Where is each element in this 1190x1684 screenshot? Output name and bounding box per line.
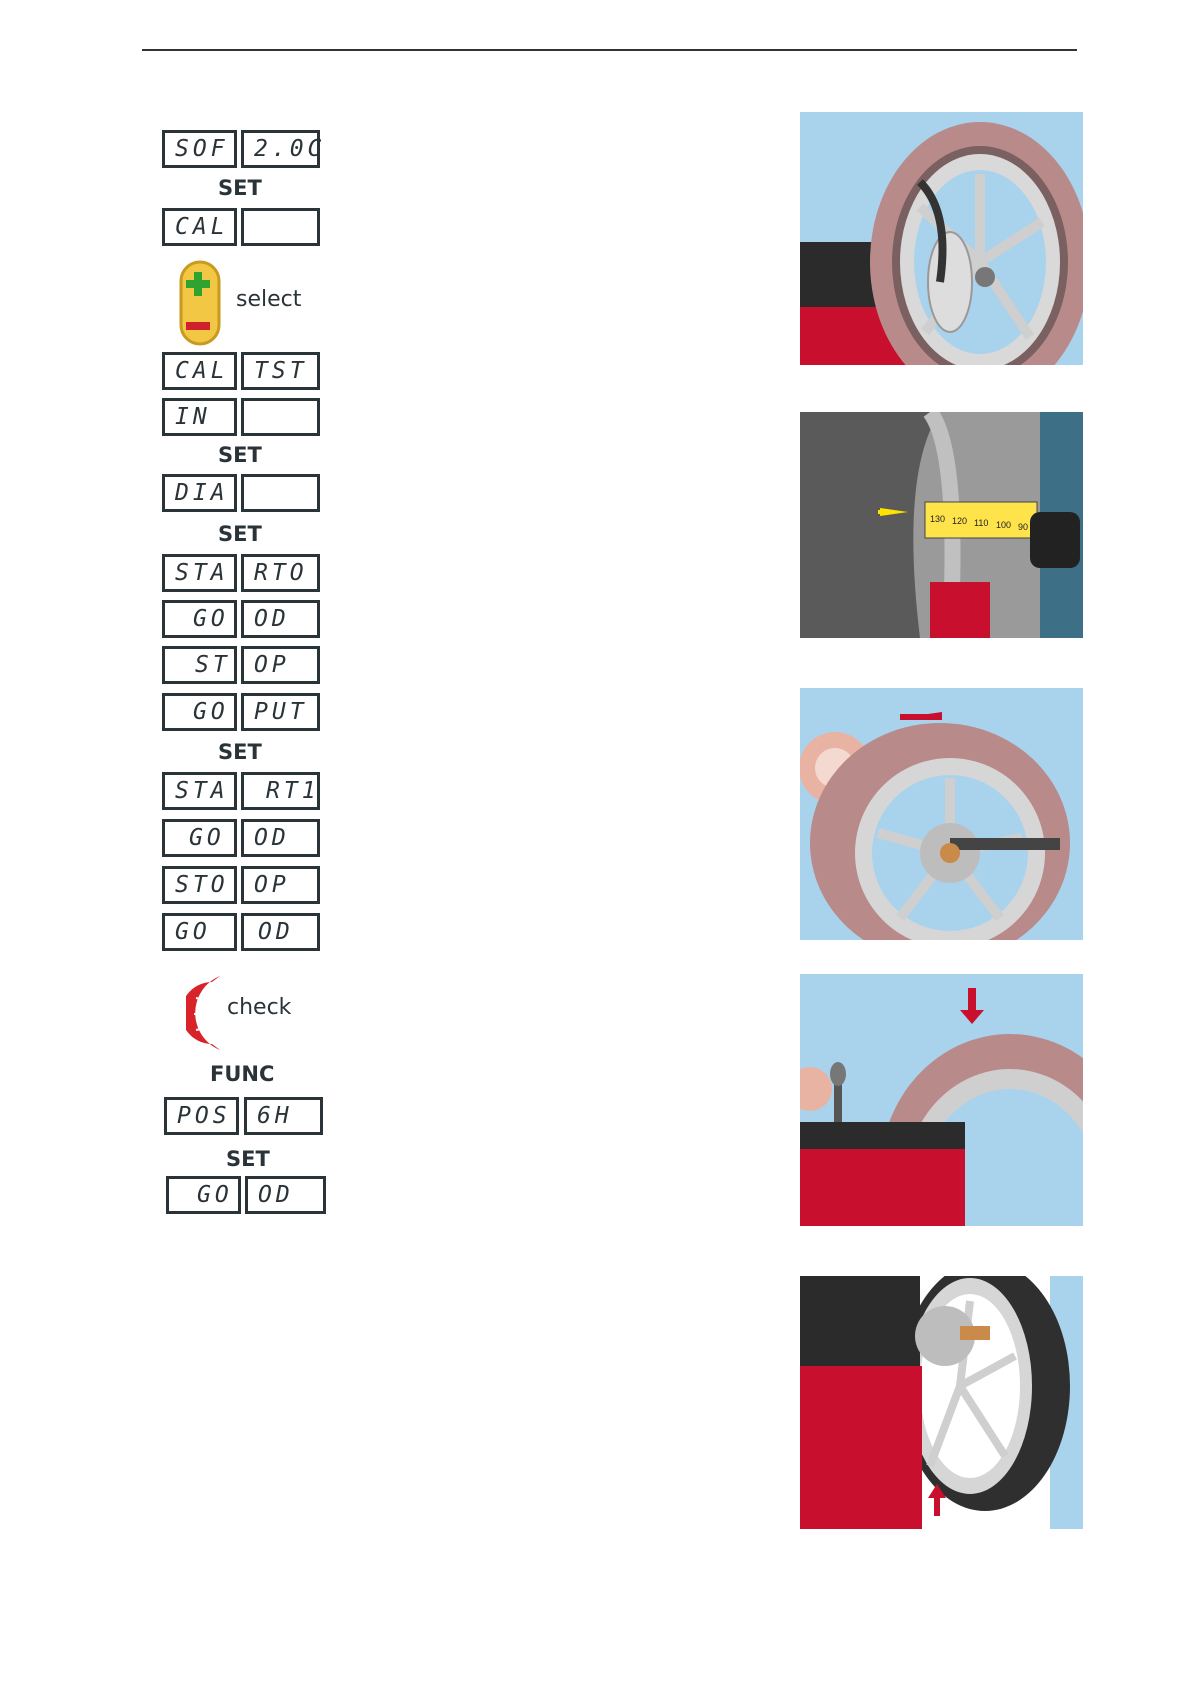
scale-tick-110: 110 bbox=[974, 518, 989, 528]
display-right-cal bbox=[241, 208, 320, 246]
display-right-sof: 2.0C bbox=[241, 130, 320, 168]
set-label: SET bbox=[226, 1147, 270, 1171]
scale-tick-100: 100 bbox=[996, 520, 1012, 530]
header-rule bbox=[142, 49, 1077, 51]
figure-wheel-bottom-press bbox=[800, 1276, 1083, 1529]
display-right-od-2: OD bbox=[241, 819, 320, 857]
display-left-go: GO bbox=[162, 600, 237, 638]
display-right-op-2: OP bbox=[241, 866, 320, 904]
figure-wheel-gauge bbox=[800, 112, 1083, 365]
display-left-in: IN bbox=[162, 398, 237, 436]
display-left-sto: STO bbox=[162, 866, 237, 904]
scale-tick-120: 120 bbox=[952, 516, 968, 526]
scale-tick-130: 130 bbox=[930, 514, 946, 524]
display-left-cal: CAL bbox=[162, 208, 237, 246]
display-right-6h: 6H bbox=[244, 1097, 323, 1135]
set-label: SET bbox=[218, 176, 262, 200]
display-left-sta: STA bbox=[162, 554, 237, 592]
display-right-rt1: RT1 bbox=[241, 772, 320, 810]
display-left-sof: SOF bbox=[162, 130, 237, 168]
display-left-go-3: GO bbox=[162, 913, 237, 951]
display-right-od-3: OD bbox=[241, 913, 320, 951]
scale-tick-90: 90 bbox=[1018, 522, 1029, 532]
figure-wheel-top-press bbox=[800, 974, 1083, 1226]
display-left-sta-2: STA bbox=[162, 772, 237, 810]
display-right-op: OP bbox=[241, 646, 320, 684]
display-right-rto: RTO bbox=[241, 554, 320, 592]
check-label: check bbox=[227, 995, 292, 1020]
figure-gauge-scale bbox=[800, 412, 1083, 638]
display-right-dia bbox=[241, 474, 320, 512]
display-left-dia: DIA bbox=[162, 474, 237, 512]
display-left-go-4: GO bbox=[166, 1176, 241, 1214]
display-right-od-4: OD bbox=[245, 1176, 326, 1214]
select-label: select bbox=[236, 287, 302, 312]
display-right-od: OD bbox=[241, 600, 320, 638]
check-arc-icon bbox=[186, 972, 226, 1054]
display-left-cal-tst: CAL bbox=[162, 352, 237, 390]
display-right-put: PUT bbox=[241, 693, 320, 731]
plus-minus-key-icon bbox=[178, 260, 222, 346]
set-label: SET bbox=[218, 522, 262, 546]
display-right-cal-tst: TST bbox=[241, 352, 320, 390]
set-label: SET bbox=[218, 740, 262, 764]
set-label: SET bbox=[218, 443, 262, 467]
display-left-pos: POS bbox=[164, 1097, 239, 1135]
display-left-go-put: GO bbox=[162, 693, 237, 731]
func-label: FUNC bbox=[210, 1062, 275, 1086]
display-left-go-2: GO bbox=[162, 819, 237, 857]
figure-wheel-rotate bbox=[800, 688, 1083, 940]
display-left-st: ST bbox=[162, 646, 237, 684]
display-right-in bbox=[241, 398, 320, 436]
